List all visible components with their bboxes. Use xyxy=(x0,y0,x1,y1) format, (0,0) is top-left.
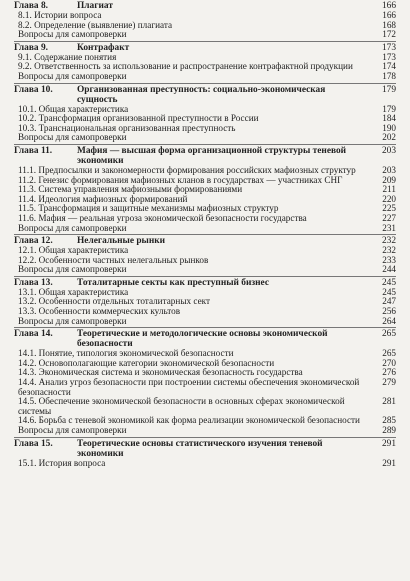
toc-entry-page-number: 281 xyxy=(382,396,396,407)
toc-entry xyxy=(14,317,396,327)
chapter-title: Организованная преступность: социально-экономическая сущность xyxy=(77,84,326,105)
toc-entry-page-number: 279 xyxy=(382,377,396,388)
chapter-section xyxy=(14,328,396,437)
chapter-title: Теоретические и методологические основы экономической безопасности xyxy=(77,329,328,350)
toc-entry-text: 11.2. Генезис формирования мафиозных кланов в государствах — участниках СНГ xyxy=(18,174,343,185)
chapter-page-number: 166 xyxy=(381,1,396,11)
chapter-title: Мафия — высшая форма организационной структуры теневой экономики xyxy=(77,145,347,166)
toc-entry-text: 14.1. Понятие, типология экономической безопасности xyxy=(18,348,234,359)
toc-entry-text: 11.4. Идеология мафиозных формирований xyxy=(18,193,188,204)
toc-entry-page-number: 270 xyxy=(382,357,396,368)
chapter-number: Глава 11. xyxy=(14,145,53,156)
chapter-section xyxy=(14,438,396,470)
toc-entry-page-number: 276 xyxy=(382,367,396,378)
toc-entry-page-number: 184 xyxy=(382,113,396,124)
toc-entry-text: Вопросы для самопроверки xyxy=(18,29,127,40)
chapter-number: Глава 14. xyxy=(14,329,53,340)
chapter-title: Теоретические основы статистического изучения теневой экономики xyxy=(77,438,323,459)
chapter-section xyxy=(14,0,396,42)
toc-entry-page-number: 264 xyxy=(382,315,396,326)
chapter-title: Контрафакт xyxy=(77,42,130,53)
chapter-heading xyxy=(14,329,396,349)
toc-entry-text: 15.1. История вопроса xyxy=(18,457,106,468)
toc-entry xyxy=(14,426,396,436)
toc-entry-text: 11.3. Система управления мафиозными формированиями xyxy=(18,184,243,195)
chapter-section xyxy=(14,84,396,145)
toc-entry-text: 13.2. Особенности отдельных тоталитарных сект xyxy=(18,296,211,307)
chapter-heading xyxy=(14,85,396,105)
toc-entry-page-number: 227 xyxy=(382,212,396,223)
toc-entry-page-number: 265 xyxy=(382,348,396,359)
toc-entry-page-number: 190 xyxy=(382,122,396,133)
toc-entry-text: 9.2. Ответственность за использование и распространение контрафактной продукции xyxy=(18,61,353,72)
toc-entry-page-number: 289 xyxy=(382,425,396,435)
toc-entry xyxy=(14,459,396,469)
chapter-page-number: 265 xyxy=(381,329,396,340)
chapter-section xyxy=(14,277,396,328)
chapter-number: Глава 9. xyxy=(14,42,48,53)
toc-entry-page-number: 168 xyxy=(382,19,396,30)
toc-entry-text: 12.2. Особенности частных нелегальных рынков xyxy=(18,254,209,265)
toc-entry-page-number: 220 xyxy=(382,193,396,204)
toc-entry-page-number: 209 xyxy=(382,174,396,185)
toc-entry-page-number: 247 xyxy=(382,296,396,307)
toc-entry-page-number: 291 xyxy=(382,457,396,468)
toc-entry xyxy=(14,30,396,40)
chapter-section xyxy=(14,145,396,235)
toc-entry-page-number: 202 xyxy=(382,132,396,143)
chapter-page-number: 232 xyxy=(381,236,396,247)
toc-entry xyxy=(14,224,396,234)
toc-entry-page-number: 211 xyxy=(382,184,396,195)
chapter-title: Тоталитарные секты как преступный бизнес xyxy=(77,277,269,288)
toc-entry-text: 14.6. Борьба с теневой экономикой как форма реализации экономической безопасности xyxy=(18,415,360,426)
toc-entry xyxy=(14,378,396,397)
chapter-number: Глава 8. xyxy=(14,1,48,11)
chapter-section xyxy=(14,235,396,277)
toc-entry-text: Вопросы для самопроверки xyxy=(18,264,127,275)
toc-entry-text: 11.6. Мафия — реальная угроза экономической безопасности государства xyxy=(18,212,307,223)
toc-entry-page-number: 166 xyxy=(382,10,396,20)
toc-entry-text: 12.1. Общая характеристика xyxy=(18,245,129,256)
toc-entry-page-number: 174 xyxy=(382,61,396,72)
toc-entry-page-number: 285 xyxy=(382,415,396,426)
toc-entry-page-number: 244 xyxy=(382,264,396,275)
toc-entry-text: 11.5. Трансформация и защитные механизмы мафиозных структур xyxy=(18,203,279,214)
toc-entry-page-number: 233 xyxy=(382,254,396,265)
chapter-title: Плагиат xyxy=(77,1,113,11)
toc-entry xyxy=(14,72,396,82)
chapter-page-number: 203 xyxy=(381,145,396,156)
toc-entry-text: Вопросы для самопроверки xyxy=(18,222,127,233)
toc-entry-text: 13.1. Общая характеристика xyxy=(18,286,129,297)
toc-entry-page-number: 173 xyxy=(382,51,396,62)
toc-entry-text: 10.1. Общая характеристика xyxy=(18,103,129,114)
chapter-page-number: 179 xyxy=(381,84,396,95)
toc-entry-page-number: 178 xyxy=(382,70,396,81)
chapter-page-number: 291 xyxy=(381,438,396,449)
chapter-number: Глава 13. xyxy=(14,277,53,288)
toc-entry-page-number: 231 xyxy=(382,222,396,233)
chapter-page-number: 245 xyxy=(381,277,396,288)
toc-entry-text: 14.4. Анализ угроз безопасности при построении системы обеспечения экономической безопасности xyxy=(18,377,360,397)
toc-entry-text: 10.3. Транснациональная организованная преступность xyxy=(18,122,236,133)
toc-entry-text: 9.1. Содержание понятия xyxy=(18,51,117,62)
chapter-title: Нелегальные рынки xyxy=(77,236,166,247)
toc-entry xyxy=(14,397,396,416)
chapter-section xyxy=(14,42,396,84)
toc-entry xyxy=(14,265,396,275)
toc-entry-page-number: 179 xyxy=(382,103,396,114)
toc-entry-text: 14.5. Обеспечение экономической безопасности в основных сферах экономической системы xyxy=(18,396,345,416)
chapter-number: Глава 15. xyxy=(14,438,53,449)
toc-entry-text: 8.1. Истории вопроса xyxy=(18,10,102,20)
toc-entry-page-number: 245 xyxy=(382,286,396,297)
toc-entry-text: Вопросы для самопроверки xyxy=(18,425,127,435)
toc-entry-text: Вопросы для самопроверки xyxy=(18,132,127,143)
toc-entry-page-number: 232 xyxy=(382,245,396,256)
chapter-page-number: 173 xyxy=(381,42,396,53)
toc-entry-text: 10.2. Трансформация организованной преступности в России xyxy=(18,113,259,124)
toc-entry-page-number: 225 xyxy=(382,203,396,214)
toc-entry-page-number: 203 xyxy=(382,164,396,175)
toc-entry-text: 11.1. Предпосылки и закономерности формирования российских мафиозных структур xyxy=(18,164,356,175)
toc-entry-text: 8.2. Определение (выявление) плагиата xyxy=(18,19,173,30)
toc-entry-text: 14.3. Экономическая система и экономическая безопасность государства xyxy=(18,367,303,378)
toc-entry-text: 13.3. Особенности коммерческих культов xyxy=(18,306,181,317)
chapter-number: Глава 12. xyxy=(14,236,53,247)
toc-entry-page-number: 256 xyxy=(382,306,396,317)
chapter-heading xyxy=(14,439,396,459)
chapter-number: Глава 10. xyxy=(14,84,53,95)
chapter-heading xyxy=(14,146,396,166)
toc-entry-text: 14.2. Основополагающие категории экономической безопасности xyxy=(18,357,275,368)
toc-entry-text: Вопросы для самопроверки xyxy=(18,70,127,81)
toc-entry xyxy=(14,133,396,143)
toc-entry-page-number: 172 xyxy=(382,29,396,40)
toc-entry-text: Вопросы для самопроверки xyxy=(18,315,127,326)
